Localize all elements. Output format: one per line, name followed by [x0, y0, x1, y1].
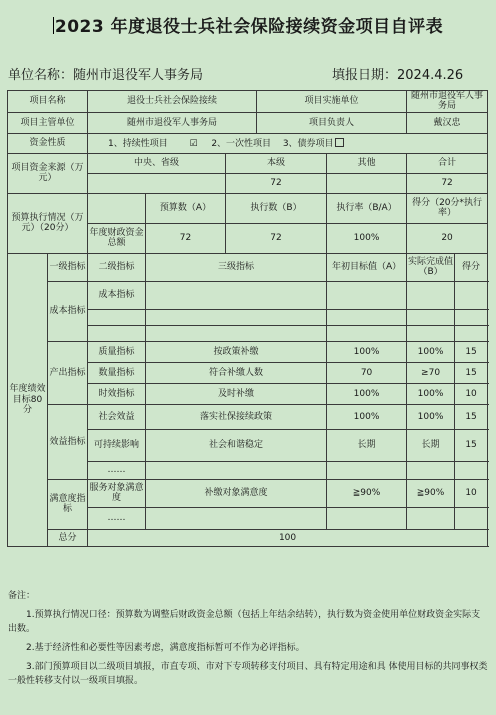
impl-unit-label: 项目实施单位	[257, 91, 407, 113]
nature-opt2: 2、一次性项目	[211, 138, 272, 149]
nature-opt3: 3、债券项目	[282, 138, 334, 149]
row1-l2: 数量指标	[88, 362, 146, 383]
notes	[8, 590, 488, 694]
budget-col-budget: 预算数（A）	[146, 193, 226, 223]
row3-target: 100%	[327, 404, 407, 429]
row2-l3: 及时补缴	[146, 383, 327, 404]
source-v3	[327, 173, 407, 193]
impl-unit: 随州市退役军人事务局	[407, 91, 488, 113]
row1-score: 15	[455, 362, 488, 383]
budget-row-label: 年度财政资金总额	[88, 223, 146, 253]
perf-h-l1: 一级指标	[48, 253, 88, 281]
source-col4: 合计	[407, 153, 488, 173]
perf-h-l3: 三级指标	[146, 253, 327, 281]
budget-col-score: 得分（20分*执行率）	[407, 193, 488, 223]
budget-score: 20	[407, 223, 488, 253]
source-v4: 72	[407, 173, 488, 193]
budget-col-exec: 执行数（B）	[226, 193, 327, 223]
row6-actual: ≧90%	[407, 479, 455, 507]
row4-l2: 可持续影响	[88, 429, 146, 461]
benefit-label: 效益指标	[48, 404, 88, 479]
budget-value: 72	[146, 223, 226, 253]
nature-checkbox3	[335, 138, 344, 147]
row0-score: 15	[455, 341, 488, 362]
nature-options	[88, 133, 488, 153]
row0-l2: 质量指标	[88, 341, 146, 362]
notes-head: 备注：	[8, 591, 36, 601]
row6-l3: 补缴对象满意度	[146, 479, 327, 507]
row1-actual: ≥70	[407, 362, 455, 383]
row2-score: 10	[455, 383, 488, 404]
row4-score: 15	[455, 429, 488, 461]
note-3: 3.部门预算项目以二级项目填报，市直专项、市对下专项转移支付项目、具有特定用途和具 体使用目标的共同事权类一般性转移支付以一级项目填报。	[8, 661, 488, 686]
perf-h-actual: 实际完成值（B）	[407, 253, 455, 281]
nature-check1: ☑	[189, 138, 198, 149]
row2-actual: 100%	[407, 383, 455, 404]
row1-l3: 符合补缴人数	[146, 362, 327, 383]
perf-section-label: 年度绩效目标80分	[8, 253, 48, 546]
exec-value: 72	[226, 223, 327, 253]
source-v1	[88, 173, 226, 193]
row2-l2: 时效指标	[88, 383, 146, 404]
satisfaction-label: 满意度指标	[48, 479, 88, 529]
perf-h-score: 得分	[455, 253, 488, 281]
row6-score: 10	[455, 479, 488, 507]
source-col3: 其他	[327, 153, 407, 173]
note-1: 1.预算执行情况口径：预算数为调整后财政资金总额（包括上年结余结转），执行数为资金使用单位财政资金实际支出数。	[8, 609, 481, 634]
project-name: 退役士兵社会保险接续	[88, 91, 257, 113]
row3-score: 15	[455, 404, 488, 429]
cost-label: 成本指标	[48, 281, 88, 341]
source-v2: 72	[226, 173, 327, 193]
row0-l3: 按政策补缴	[146, 341, 327, 362]
budget-label: 预算执行情况（万元）（20分）	[8, 193, 88, 253]
row0-actual: 100%	[407, 341, 455, 362]
perf-h-target: 年初目标值（A）	[327, 253, 407, 281]
row1-target: 70	[327, 362, 407, 383]
table-row	[8, 341, 488, 362]
source-col2: 本级	[226, 153, 327, 173]
source-label: 项目资金来源（万元）	[8, 153, 88, 193]
evaluation-table	[7, 90, 488, 547]
total-label: 总分	[48, 529, 88, 546]
row0-target: 100%	[327, 341, 407, 362]
manager: 戴汉忠	[407, 112, 488, 133]
budget-col-rate: 执行率（B/A）	[327, 193, 407, 223]
row4-actual: 长期	[407, 429, 455, 461]
row3-l2: 社会效益	[88, 404, 146, 429]
total-value: 100	[88, 529, 488, 546]
dept: 随州市退役军人事务局	[88, 112, 257, 133]
row2-target: 100%	[327, 383, 407, 404]
row6-target: ≧90%	[327, 479, 407, 507]
nature-label: 资金性质	[8, 133, 88, 153]
rate-value: 100%	[327, 223, 407, 253]
row7-l2: ……	[88, 507, 146, 529]
row4-l3: 社会和谐稳定	[146, 429, 327, 461]
page-title: 2023 年度退役士兵社会保险接续资金项目自评表	[54, 17, 444, 37]
row4-target: 长期	[327, 429, 407, 461]
budget-blank	[88, 193, 146, 223]
note-2: 2.基于经济性和必要性等因素考虑，满意度指标暂可不作为必评指标。	[26, 642, 305, 653]
row3-l3: 落实社保接续政策	[146, 404, 327, 429]
row3-actual: 100%	[407, 404, 455, 429]
cost-l2: 成本指标	[88, 281, 146, 309]
row6-l2: 服务对象满意度	[88, 479, 146, 507]
report-date: 填报日期：2024.4.26	[332, 68, 464, 83]
manager-label: 项目负责人	[257, 112, 407, 133]
source-col1: 中央、省级	[88, 153, 226, 173]
perf-h-l2: 二级指标	[88, 253, 146, 281]
table-row	[8, 404, 488, 429]
row5-l2: ……	[88, 461, 146, 479]
nature-opt1: 1、持续性项目	[108, 138, 168, 149]
table-row	[8, 479, 488, 507]
dept-label: 项目主管单位	[8, 112, 88, 133]
project-name-label: 项目名称	[8, 91, 88, 113]
unit-name: 单位名称：随州市退役军人事务局	[8, 68, 204, 83]
output-label: 产出指标	[48, 341, 88, 404]
text-cursor	[53, 17, 54, 34]
